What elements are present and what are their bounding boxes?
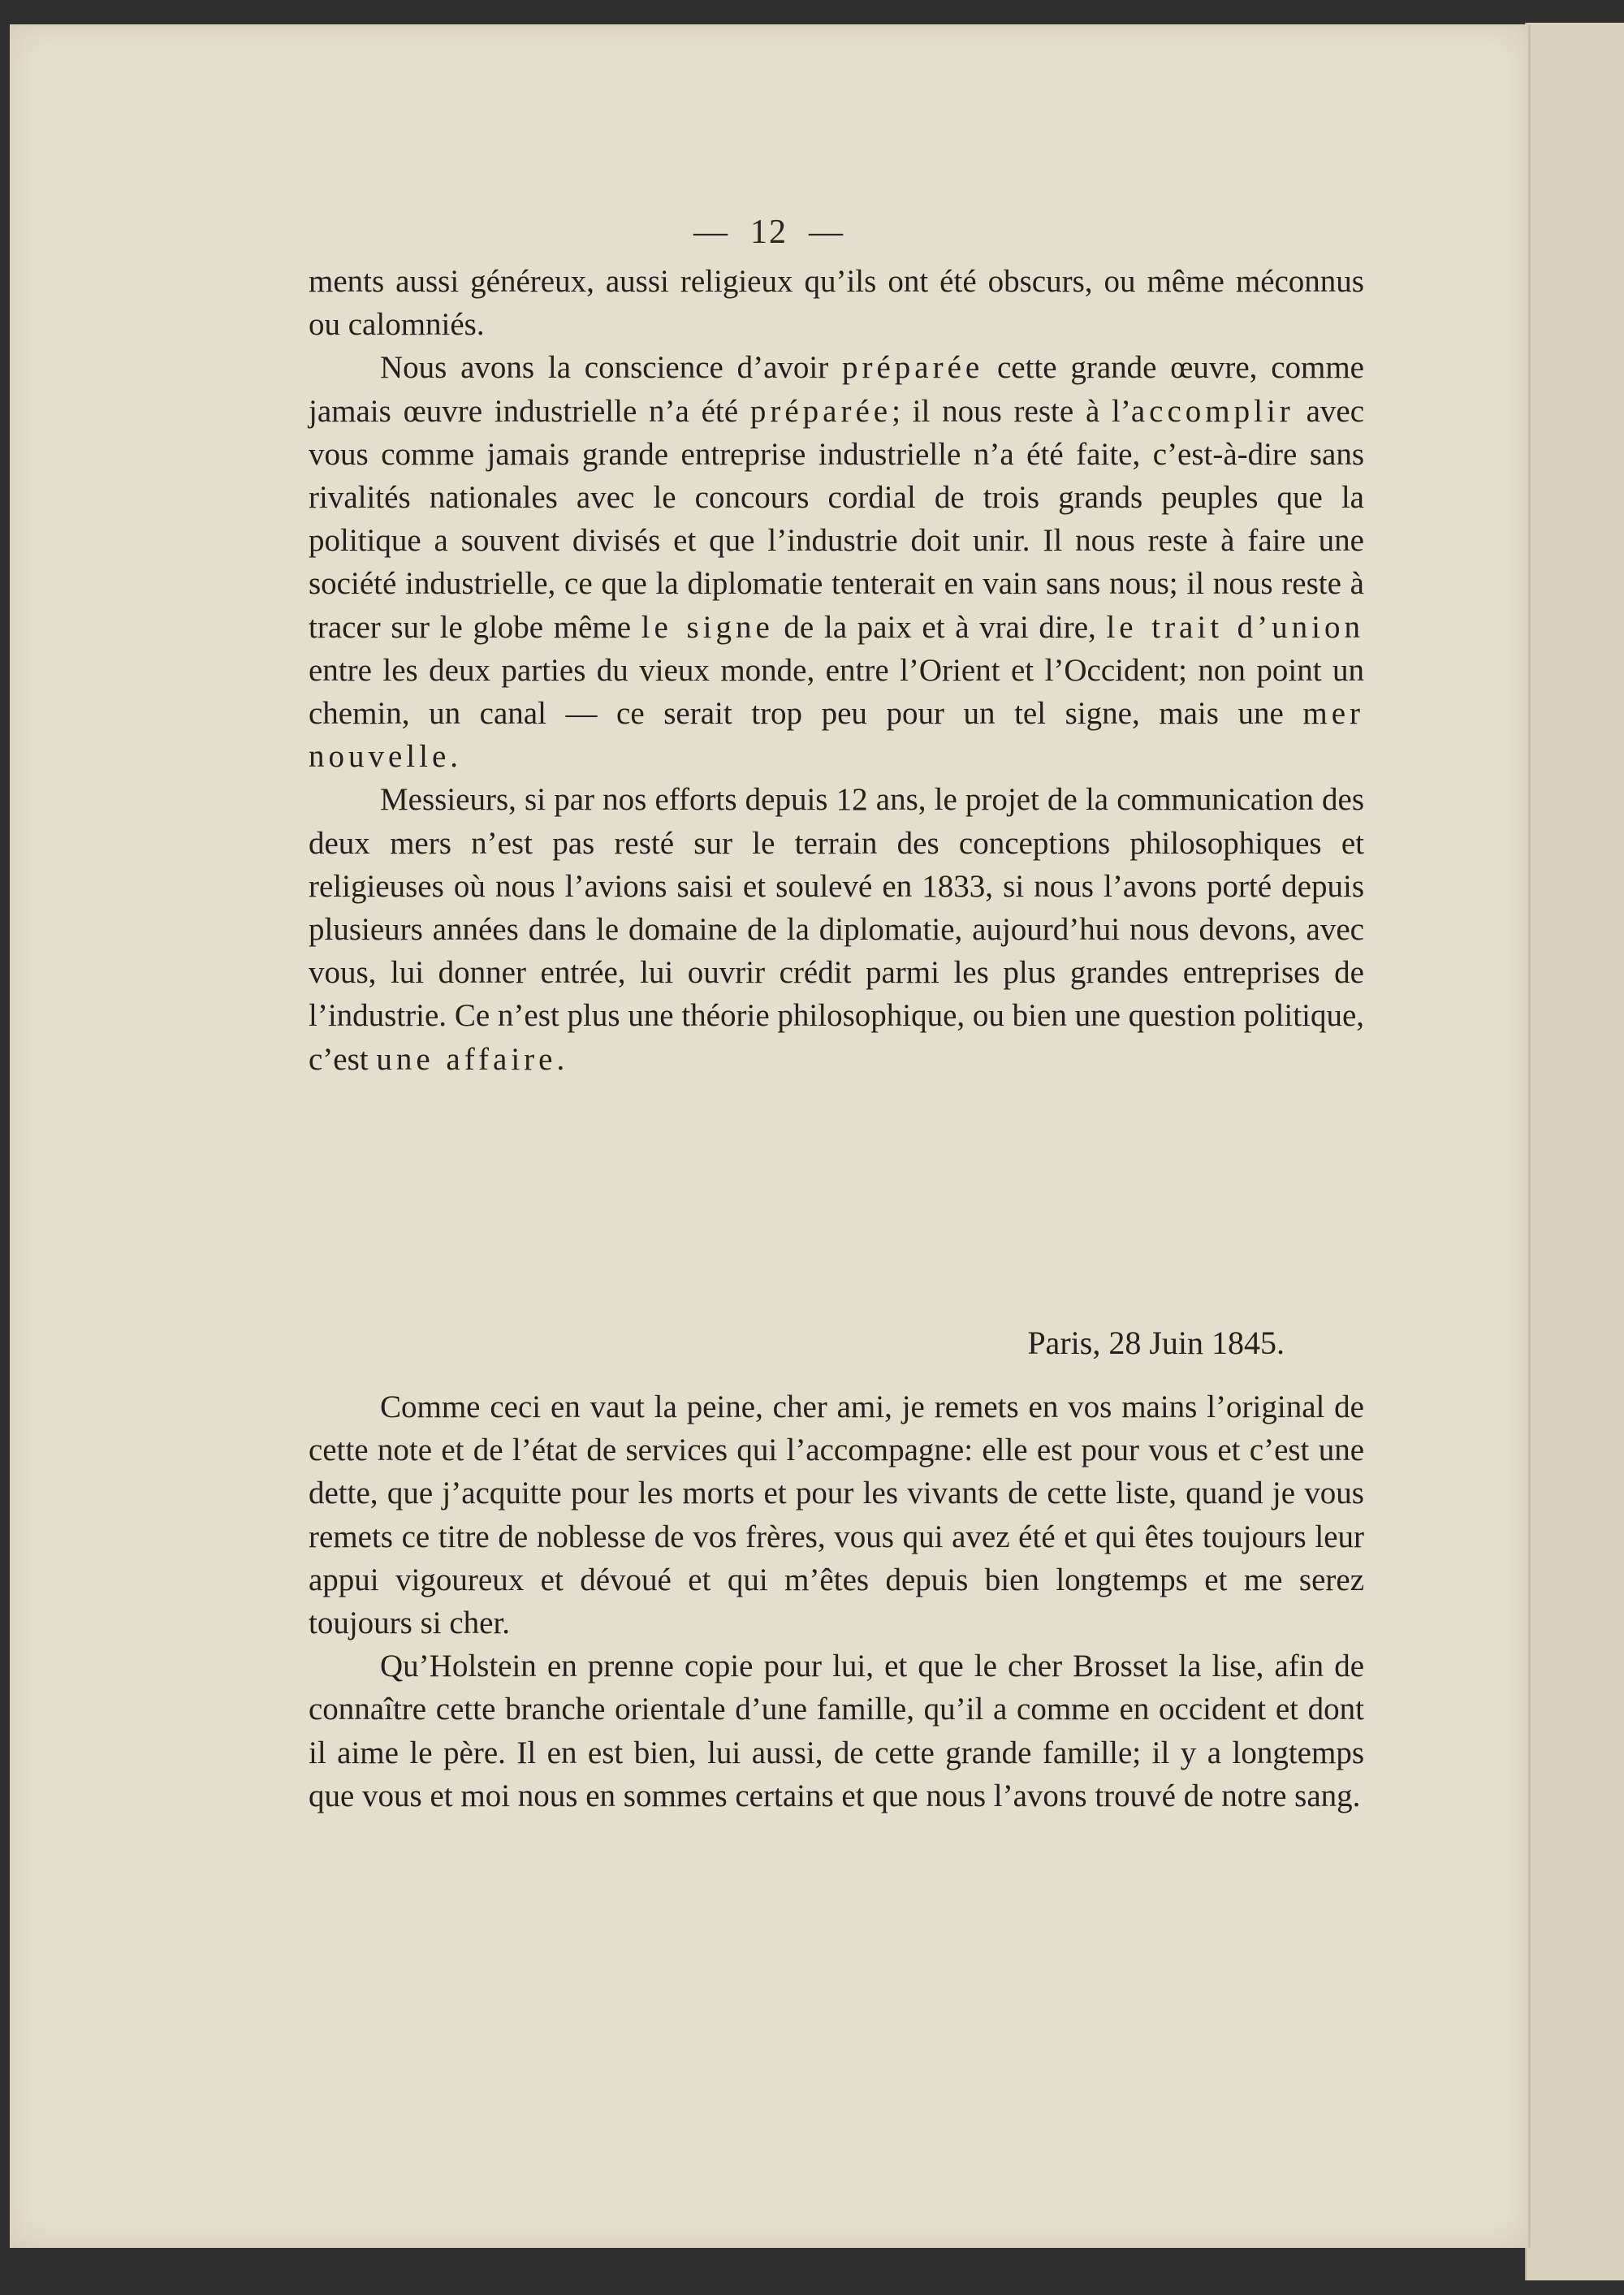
emphasis-le-signe: le signe [641, 609, 774, 645]
emphasis-une-affaire: une affaire [376, 1041, 557, 1077]
letter-body-section-1 [309, 260, 1364, 1081]
paragraph-messieurs: Messieurs, si par nos efforts depuis 12 ans, le projet de la communication des deux mers n’est pas resté sur le terrain des conceptions philosophiques et religieuses où nous l’avions saisi et soulevé en 1833, si nous l’avons porté depuis plusieurs années dans le domaine de la diplomatie, aujourd’hui nous devons, avec vous, lui donner entrée, lui ouvrir crédit parmi les plus grandes entreprises de l’industrie. Ce n’est plus une théorie philosophique, ou bien une question politique, c’est une affaire. [309, 782, 1364, 1077]
page-number-dash-left: — [693, 214, 729, 251]
page-number-dash-right: — [809, 214, 844, 251]
paragraph-comme-ceci: Comme ceci en vaut la peine, cher ami, je remets en vos mains l’original de cette note et de l’état de services qui l’accompagne: elle est pour vous et c’est une dette, que j’acquitte pour les morts et pour les vivants de cette liste, quand je vous remets ce titre de noblesse de vos frères, vous qui avez été et qui êtes toujours leur appui vigoureux et dévoué et qui m’êtes depuis bien longtemps et me serez toujours si cher. [309, 1390, 1364, 1641]
page-number-value: 12 [750, 214, 788, 251]
dateline: Paris, 28 Juin 1845. [1027, 1325, 1285, 1361]
letter-body-section-2 [309, 1385, 1364, 1817]
emphasis-preparee-2: préparée [749, 393, 892, 429]
adjacent-page-edge [1525, 23, 1624, 2280]
emphasis-preparee-1: préparée [842, 350, 984, 386]
paragraph-holstein: Qu’Holstein en prenne copie pour lui, et que le cher Brosset la lise, afin de connaître cette branche orientale d’une famille, qu’il a comme en occident et dont il aime le père. Il en est bien, lui aussi, de cette grande famille; il y a longtemps que vous et moi nous en sommes certains et que nous l’avons trouvé de notre sang. [309, 1649, 1364, 1813]
emphasis-trait-union: le trait d’union [1106, 609, 1364, 645]
emphasis-accomplir: accomplir [1130, 393, 1294, 429]
paragraph-conscience: Nous avons la conscience d’avoir préparée cette grande œuvre, comme jamais œuvre industrielle n’a été préparée; il nous reste à l’accomplir avec vous comme jamais grande entreprise industrielle n’a été faite, c’est-à-dire sans rivalités nationales avec le concours cordial de trois grands peuples que la politique a souvent divisés et que l’industrie doit unir. Il nous reste à faire une société industrielle, ce que la diplomatie tenterait en vain sans nous; il nous reste à tracer sur le globe même le signe de la paix et à vrai dire, le trait d’union entre les deux parties du vieux monde, entre l’Orient et l’Occident; non point un chemin, un canal — ce serait trop peu pour un tel signe, mais une mer nouvelle. [309, 350, 1364, 775]
paragraph-continuation: ments aussi généreux, aussi religieux qu’ils ont été obscurs, ou même méconnus ou calomniés. [309, 264, 1364, 343]
emphasis-mer-nouvelle: mer nouvelle [309, 696, 1364, 775]
page-number [10, 213, 1528, 252]
